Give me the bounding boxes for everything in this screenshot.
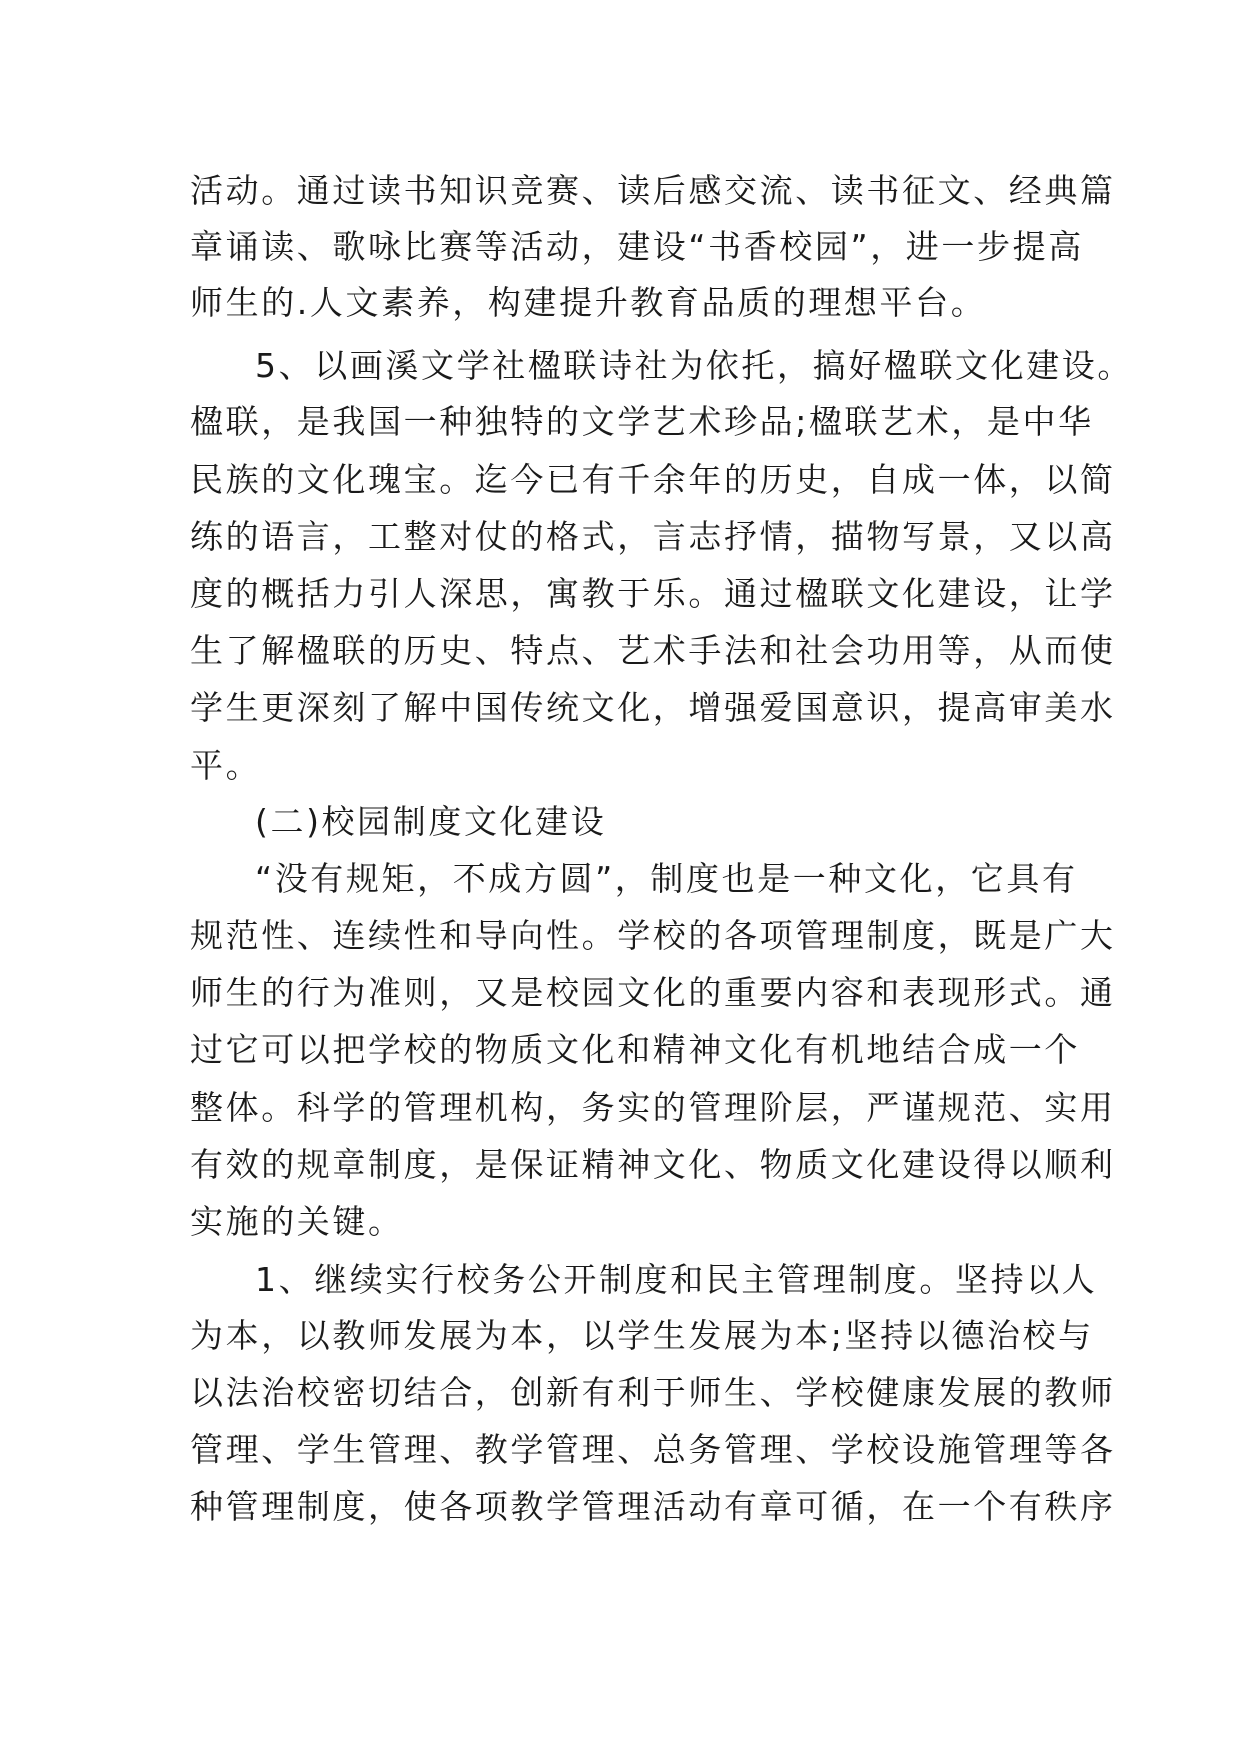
text-line-15: 师生的行为准则，又是校园文化的重要内容和表现形式。通 [190,973,1116,1012]
text-line-1: 活动。通过读书知识竞赛、读后感交流、读书征文、经典篇 [190,171,1116,210]
text-line-16: 过它可以把学校的物质文化和精神文化有机地结合成一个 [190,1030,1080,1069]
text-line-2: 章诵读、歌咏比赛等活动，建设“书香校园”，进一步提高 [190,227,1084,266]
text-line-13: “没有规矩，不成方圆”，制度也是一种文化，它具有 [255,859,1078,898]
text-line-23: 管理、学生管理、教学管理、总务管理、学校设施管理等各 [190,1430,1116,1469]
text-line-6: 民族的文化瑰宝。迄今已有千余年的历史，自成一体，以简 [190,460,1116,499]
text-line-17: 整体。科学的管理机构，务实的管理阶层，严谨规范、实用 [190,1088,1116,1127]
text-line-24: 种管理制度，使各项教学管理活动有章可循，在一个有秩序 [190,1487,1116,1526]
section-heading: (二)校园制度文化建设 [255,802,607,841]
text-line-11: 平。 [190,746,262,785]
text-line-3: 师生的.人文素养，构建提升教育品质的理想平台。 [190,283,987,322]
text-line-5: 楹联，是我国一种独特的文学艺术珍品;楹联艺术，是中华 [190,402,1094,441]
text-line-10: 学生更深刻了解中国传统文化，增强爱国意识，提高审美水 [190,688,1116,727]
text-line-20: 1、继续实行校务公开制度和民主管理制度。坚持以人 [255,1260,1098,1299]
text-line-19: 实施的关键。 [190,1202,404,1241]
text-line-4: 5、以画溪文学社楹联诗社为依托，搞好楹联文化建设。 [255,346,1133,385]
text-line-21: 为本，以教师发展为本，以学生发展为本;坚持以德治校与 [190,1316,1094,1355]
text-line-7: 练的语言，工整对仗的格式，言志抒情，描物写景，又以高 [190,517,1116,556]
text-line-18: 有效的规章制度，是保证精神文化、物质文化建设得以顺利 [190,1145,1116,1184]
text-line-9: 生了解楹联的历史、特点、艺术手法和社会功用等，从而使 [190,631,1116,670]
text-line-14: 规范性、连续性和导向性。学校的各项管理制度，既是广大 [190,916,1116,955]
text-line-22: 以法治校密切结合，创新有利于师生、学校健康发展的教师 [190,1373,1116,1412]
text-line-8: 度的概括力引人深思，寓教于乐。通过楹联文化建设，让学 [190,574,1116,613]
